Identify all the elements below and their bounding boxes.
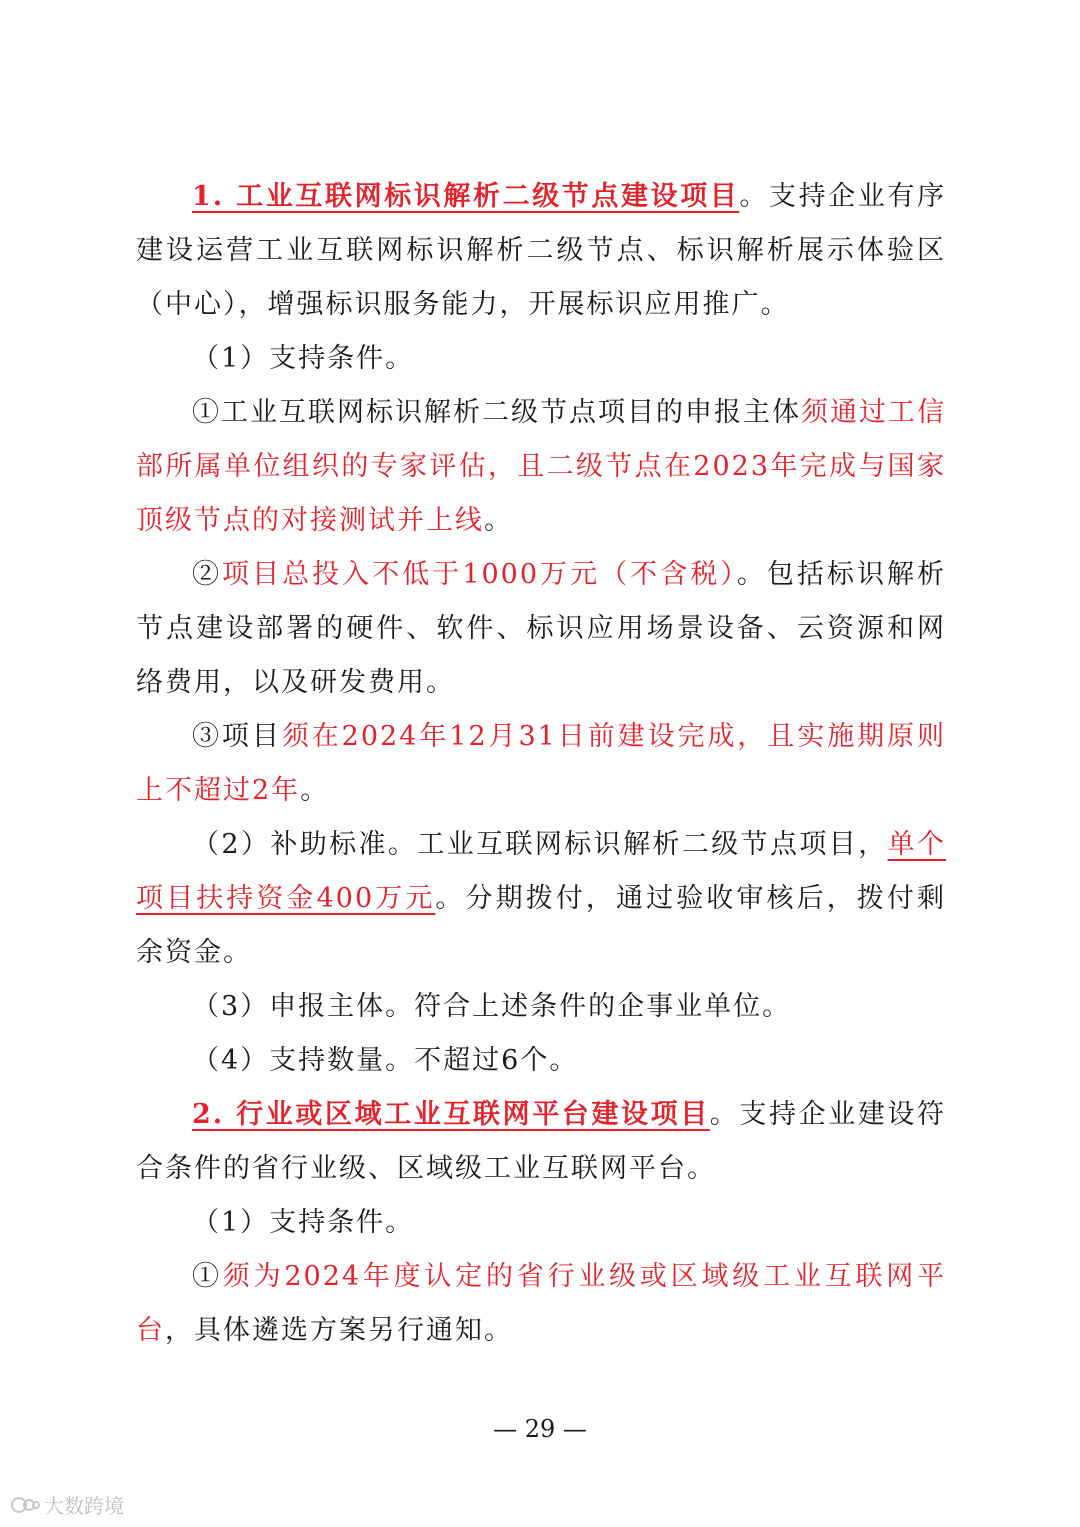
condition-1-suffix: 。 (484, 505, 513, 536)
condition-1-prefix: ①工业互联网标识解析二级节点项目的申报主体 (192, 397, 801, 428)
s2-condition-1-prefix: ① (192, 1261, 223, 1292)
section-2-conditions-title: （1）支持条件。 (192, 1207, 415, 1238)
section-1-paragraph (136, 170, 946, 332)
section-2-intro: 。支持企业建设符合条件的省行业级、区域级工业互联网平台。 (136, 1099, 946, 1184)
condition-2-suffix: 。包括标识解析节点建设部署的硬件、软件、标识应用场景设备、云资源和网络费用，以及研发费用。 (136, 559, 947, 698)
section-2-condition-1 (136, 1250, 946, 1358)
watermark-text: 大数跨境 (44, 1494, 124, 1518)
s2-condition-1-highlight: 须为2024年度认定的省行业级或区域级工业互联网平台 (136, 1261, 947, 1346)
subsidy-prefix: （2）补助标准。工业互联网标识解析二级节点项目， (192, 829, 888, 860)
section-1-heading: 1. 工业互联网标识解析二级节点建设项目 (192, 181, 740, 212)
subsidy-suffix: 。分期拨付，通过验收审核后，拨付剩余资金。 (136, 883, 946, 968)
section-1-intro: 。支持企业有序建设运营工业互联网标识解析二级节点、标识解析展示体验区（中心），增强标识服务能力，开展标识应用推广。 (136, 181, 946, 320)
section-1-condition-3 (136, 710, 946, 818)
condition-1-highlight: 须通过工信部所属单位组织的专家评估，且二级节点在2023年完成与国家顶级节点的对接测试并上线 (136, 397, 946, 536)
section-2-heading: 2. 行业或区域工业互联网平台建设项目 (192, 1099, 710, 1130)
condition-3-suffix: 。 (300, 775, 330, 806)
page-number: — 29 — (493, 1415, 587, 1443)
document-body (136, 170, 946, 1358)
condition-2-prefix: ② (192, 559, 223, 590)
section-1-quantity: （4）支持数量。不超过6个。 (192, 1045, 579, 1076)
section-1-applicant: （3）申报主体。符合上述条件的企事业单位。 (192, 991, 792, 1022)
section-1-conditions-title: （1）支持条件。 (192, 343, 415, 374)
condition-3-highlight: 须在2024年12月31日前建设完成，且实施期原则上不超过2年 (136, 721, 946, 806)
subsidy-highlight: 单个项目扶持资金400万元 (136, 829, 947, 914)
condition-3-prefix: ③项目 (192, 721, 282, 752)
section-1-condition-1 (136, 386, 946, 548)
section-1-subsidy (136, 818, 946, 980)
watermark-logo-icon (10, 1494, 40, 1516)
watermark (10, 1490, 124, 1519)
s2-condition-1-suffix: ，具体遴选方案另行通知。 (165, 1315, 513, 1346)
condition-2-highlight: 项目总投入不低于1000万元（不含税） (222, 559, 737, 590)
section-1-condition-2 (136, 548, 946, 710)
section-2-paragraph (136, 1088, 946, 1196)
